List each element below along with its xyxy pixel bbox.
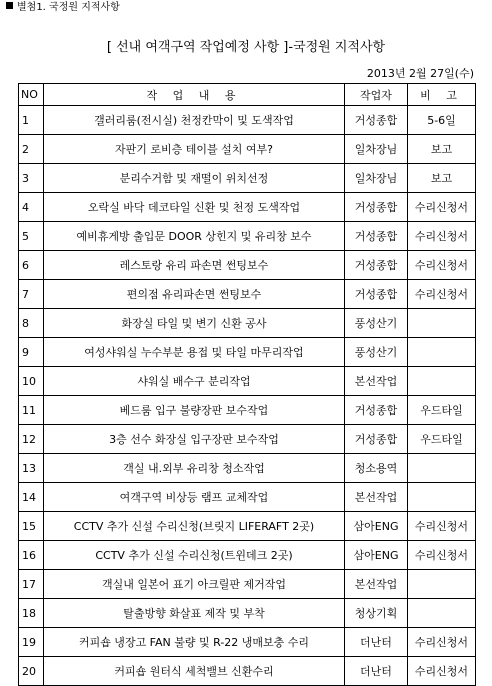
- appendix-text: 별첨1. 국정원 지적사항: [17, 2, 120, 13]
- cell-task: 커피숍 원터식 세척밸브 신환수리: [44, 657, 345, 686]
- cell-worker: 청상기획: [345, 599, 408, 628]
- cell-note: 수리신청서: [408, 512, 476, 541]
- table-row: [19, 338, 476, 367]
- cell-task: 레스토랑 유리 파손면 썬팅보수: [44, 251, 345, 280]
- cell-worker: 더난터: [345, 657, 408, 686]
- cell-task: 화장실 타일 및 변기 신환 공사: [44, 309, 345, 338]
- header-worker: 작업자: [345, 84, 408, 106]
- cell-no: 15: [19, 512, 44, 541]
- cell-no: 18: [19, 599, 44, 628]
- cell-task: 분리수거함 및 재떨이 위치선정: [44, 164, 345, 193]
- appendix-label: [6, 2, 120, 14]
- table-row: [19, 425, 476, 454]
- cell-no: 10: [19, 367, 44, 396]
- cell-task: 자판기 로비층 테이블 설치 여부?: [44, 135, 345, 164]
- work-schedule-table: [18, 83, 476, 686]
- cell-no: 1: [19, 106, 44, 135]
- cell-task: 편의점 유리파손면 썬팅보수: [44, 280, 345, 309]
- cell-worker: 거성종합: [345, 222, 408, 251]
- cell-note: [408, 483, 476, 512]
- table-row: [19, 599, 476, 628]
- cell-worker: 거성종합: [345, 396, 408, 425]
- header-note: 비 고: [408, 84, 476, 106]
- cell-task: 객실내 일본어 표기 아크릴판 제거작업: [44, 570, 345, 599]
- cell-worker: 일차장님: [345, 164, 408, 193]
- cell-no: 8: [19, 309, 44, 338]
- cell-worker: 풍성산기: [345, 309, 408, 338]
- cell-task: 예비휴게방 출입문 DOOR 상힌지 및 유리창 보수: [44, 222, 345, 251]
- cell-worker: 더난터: [345, 628, 408, 657]
- cell-note: 수리신청서: [408, 541, 476, 570]
- document-date: 2013년 2월 27일(수): [366, 67, 474, 80]
- cell-worker: 삼아ENG: [345, 512, 408, 541]
- cell-no: 2: [19, 135, 44, 164]
- cell-no: 20: [19, 657, 44, 686]
- cell-task: 오락실 바닥 데코타일 신환 및 천정 도색작업: [44, 193, 345, 222]
- cell-task: 커피숍 냉장고 FAN 불량 및 R-22 냉매보충 수리: [44, 628, 345, 657]
- table-row: [19, 106, 476, 135]
- cell-worker: 풍성산기: [345, 338, 408, 367]
- cell-no: 11: [19, 396, 44, 425]
- table-body: [19, 106, 476, 686]
- cell-no: 5: [19, 222, 44, 251]
- cell-note: 수리신청서: [408, 628, 476, 657]
- cell-note: 5-6일: [408, 106, 476, 135]
- table-row: [19, 280, 476, 309]
- cell-note: 수리신청서: [408, 222, 476, 251]
- cell-worker: 거성종합: [345, 280, 408, 309]
- cell-note: [408, 367, 476, 396]
- table-row: [19, 164, 476, 193]
- cell-no: 9: [19, 338, 44, 367]
- table-row: [19, 396, 476, 425]
- cell-worker: 본선작업: [345, 570, 408, 599]
- table-row: [19, 541, 476, 570]
- cell-no: 19: [19, 628, 44, 657]
- cell-task: 샤워실 배수구 분리작업: [44, 367, 345, 396]
- cell-no: 16: [19, 541, 44, 570]
- cell-no: 14: [19, 483, 44, 512]
- cell-task: 여성샤워실 누수부분 용접 및 타일 마무리작업: [44, 338, 345, 367]
- cell-worker: 본선작업: [345, 483, 408, 512]
- table-row: [19, 193, 476, 222]
- cell-note: [408, 454, 476, 483]
- cell-note: 우드타일: [408, 425, 476, 454]
- table-header-row: [19, 84, 476, 106]
- header-task: 작 업 내 용: [44, 84, 345, 106]
- cell-no: 6: [19, 251, 44, 280]
- cell-note: 수리신청서: [408, 280, 476, 309]
- table-row: [19, 222, 476, 251]
- cell-worker: 청소용역: [345, 454, 408, 483]
- document-title: [ 선내 여객구역 작업예정 사항 ]-국정원 지적사항: [106, 40, 386, 55]
- cell-note: 우드타일: [408, 396, 476, 425]
- cell-no: 12: [19, 425, 44, 454]
- cell-worker: 거성종합: [345, 193, 408, 222]
- square-bullet-icon: [6, 2, 13, 9]
- header-no: NO: [19, 84, 44, 106]
- cell-task: CCTV 추가 신설 수리신청(브릿지 LIFERAFT 2곳): [44, 512, 345, 541]
- cell-note: [408, 599, 476, 628]
- table-row: [19, 628, 476, 657]
- cell-task: 3층 선수 화장실 입구장판 보수작업: [44, 425, 345, 454]
- cell-note: [408, 338, 476, 367]
- cell-note: 보고: [408, 164, 476, 193]
- table-row: [19, 454, 476, 483]
- cell-task: 탈출방향 화살표 제작 및 부착: [44, 599, 345, 628]
- cell-no: 17: [19, 570, 44, 599]
- table-row: [19, 135, 476, 164]
- cell-worker: 거성종합: [345, 251, 408, 280]
- cell-worker: 거성종합: [345, 425, 408, 454]
- cell-no: 7: [19, 280, 44, 309]
- table-row: [19, 483, 476, 512]
- cell-worker: 본선작업: [345, 367, 408, 396]
- cell-worker: 거성종합: [345, 106, 408, 135]
- cell-worker: 일차장님: [345, 135, 408, 164]
- cell-note: 수리신청서: [408, 657, 476, 686]
- cell-note: [408, 309, 476, 338]
- cell-no: 4: [19, 193, 44, 222]
- cell-no: 3: [19, 164, 44, 193]
- cell-task: 객실 내.외부 유리창 청소작업: [44, 454, 345, 483]
- cell-task: 여객구역 비상등 램프 교체작업: [44, 483, 345, 512]
- table-row: [19, 251, 476, 280]
- table-row: [19, 309, 476, 338]
- table-row: [19, 512, 476, 541]
- cell-task: 베드룸 입구 불량장판 보수작업: [44, 396, 345, 425]
- cell-note: [408, 570, 476, 599]
- table-row: [19, 570, 476, 599]
- cell-task: 갤러리룸(전시실) 천정칸막이 및 도색작업: [44, 106, 345, 135]
- cell-worker: 삼아ENG: [345, 541, 408, 570]
- cell-note: 수리신청서: [408, 251, 476, 280]
- cell-no: 13: [19, 454, 44, 483]
- cell-note: 보고: [408, 135, 476, 164]
- cell-note: 수리신청서: [408, 193, 476, 222]
- cell-task: CCTV 추가 신설 수리신청(트윈데크 2곳): [44, 541, 345, 570]
- table-row: [19, 367, 476, 396]
